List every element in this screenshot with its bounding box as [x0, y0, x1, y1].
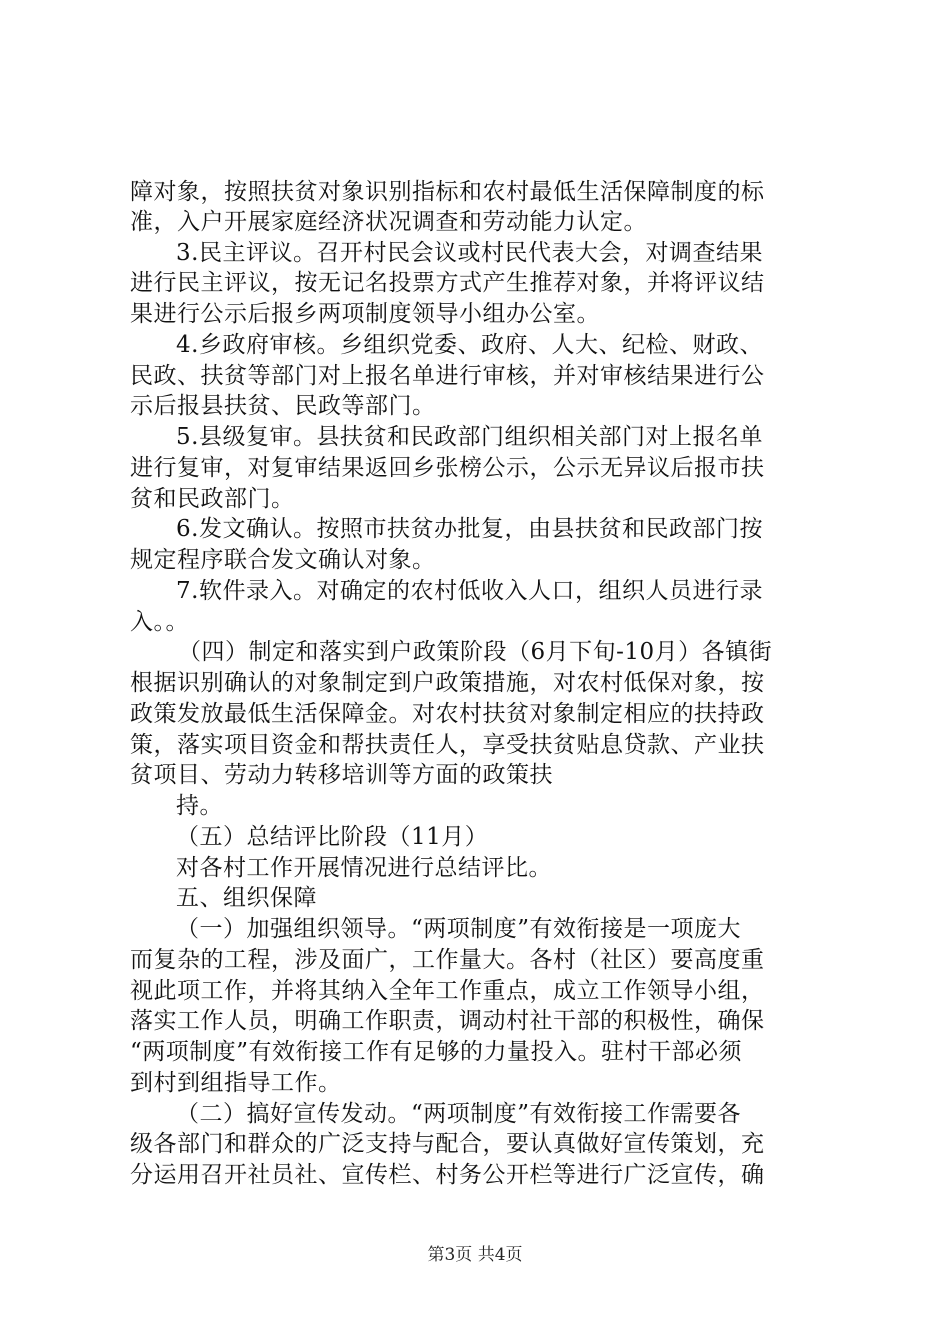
text-line: 到村到组指导工作。 — [130, 1070, 342, 1096]
text-line: 入。。 — [130, 609, 189, 635]
text-line: 7.软件录入。对确定的农村低收入人口，组织人员进行录 — [176, 578, 763, 604]
section-heading: （五）总结评比阶段（11月） — [176, 824, 489, 850]
text-line: 视此项工作，并将其纳入全年工作重点，成立工作领导小组， — [130, 978, 765, 1004]
text-line: 果进行公示后报乡两项制度领导小组办公室。 — [130, 301, 600, 327]
text-line: 6.发文确认。按照市扶贫办批复，由县扶贫和民政部门按 — [176, 516, 763, 542]
text-line: 规定程序联合发文确认对象。 — [130, 547, 436, 573]
page-number-footer: 第3页 共4页 — [427, 1245, 523, 1265]
text-line: 准，入户开展家庭经济状况调查和劳动能力认定。 — [130, 209, 647, 235]
text-line: 贫和民政部门。 — [130, 486, 295, 512]
text-line: 策，落实项目资金和帮扶责任人，享受扶贫贴息贷款、产业扶 — [130, 732, 765, 758]
text-line: （一）加强组织领导。“两项制度”有效衔接是一项庞大 — [176, 916, 742, 942]
text-line: 障对象，按照扶贫对象识别指标和农村最低生活保障制度的标 — [130, 179, 765, 205]
text-line: （四）制定和落实到户政策阶段（6月下旬-10月）各镇街 — [178, 639, 773, 665]
text-line: 政策发放最低生活保障金。对农村扶贫对象制定相应的扶持政 — [130, 701, 765, 727]
section-heading: 五、组织保障 — [176, 885, 317, 911]
text-line: 进行复审，对复审结果返回乡张榜公示，公示无异议后报市扶 — [130, 455, 765, 481]
text-line: 分运用召开社员社、宣传栏、村务公开栏等进行广泛宣传，确 — [130, 1162, 765, 1188]
text-line: 4.乡政府审核。乡组织党委、政府、人大、纪检、财政、 — [176, 332, 763, 358]
text-line: 进行民主评议，按无记名投票方式产生推荐对象，并将评议结 — [130, 270, 765, 296]
text-line: 5.县级复审。县扶贫和民政部门组织相关部门对上报名单 — [176, 424, 763, 450]
text-line: “两项制度”有效衔接工作有足够的力量投入。驻村干部必须 — [130, 1039, 743, 1065]
text-line: 示后报县扶贫、民政等部门。 — [130, 393, 436, 419]
text-line: 而复杂的工程，涉及面广，工作量大。各村（社区）要高度重 — [130, 947, 765, 973]
text-line: 持。 — [176, 793, 223, 819]
text-line: 对各村工作开展情况进行总结评比。 — [176, 855, 552, 881]
text-line: （二）搞好宣传发动。“两项制度”有效衔接工作需要各 — [176, 1101, 742, 1127]
text-line: 民政、扶贫等部门对上报名单进行审核，并对审核结果进行公 — [130, 363, 765, 389]
text-line: 级各部门和群众的广泛支持与配合，要认真做好宣传策划，充 — [130, 1131, 765, 1157]
text-line: 根据识别确认的对象制定到户政策措施，对农村低保对象，按 — [130, 670, 765, 696]
text-line: 落实工作人员，明确工作职责，调动村社干部的积极性，确保 — [130, 1008, 765, 1034]
text-line: 3.民主评议。召开村民会议或村民代表大会，对调查结果 — [176, 240, 763, 266]
text-line: 贫项目、劳动力转移培训等方面的政策扶 — [130, 762, 553, 788]
